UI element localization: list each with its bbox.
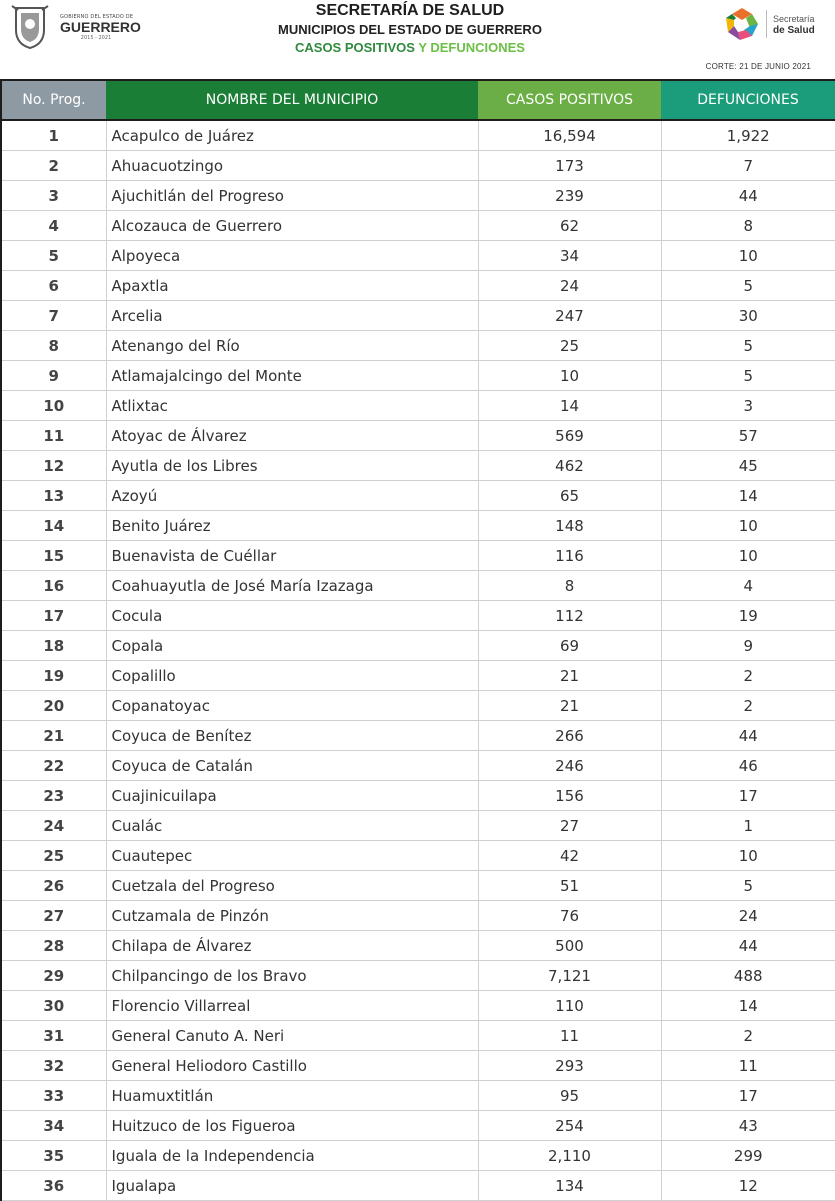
casos-positivos-value: 569 [478, 421, 661, 451]
casos-positivos-value: 42 [478, 841, 661, 871]
guerrero-government-logo [8, 4, 141, 50]
casos-positivos-value: 24 [478, 271, 661, 301]
table-row [1, 511, 835, 541]
col-header-num: No. Prog. [1, 80, 106, 120]
table-row [1, 1141, 835, 1171]
casos-positivos-value: 173 [478, 151, 661, 181]
casos-positivos-value: 116 [478, 541, 661, 571]
table-row [1, 451, 835, 481]
table-row [1, 391, 835, 421]
casos-positivos-value: 156 [478, 781, 661, 811]
defunciones-value: 10 [661, 541, 835, 571]
row-number: 21 [1, 721, 106, 751]
defunciones-value: 17 [661, 1081, 835, 1111]
defunciones-value: 8 [661, 211, 835, 241]
municipio-name: Arcelia [106, 301, 478, 331]
defunciones-value: 299 [661, 1141, 835, 1171]
row-number: 27 [1, 901, 106, 931]
casos-positivos-value: 76 [478, 901, 661, 931]
defunciones-value: 19 [661, 601, 835, 631]
table-row [1, 301, 835, 331]
defunciones-value: 14 [661, 481, 835, 511]
municipio-name: Chilapa de Álvarez [106, 931, 478, 961]
row-number: 16 [1, 571, 106, 601]
municipio-name: Acapulco de Juárez [106, 120, 478, 151]
subtitle-defunciones: Y DEFUNCIONES [418, 40, 525, 55]
table-row [1, 331, 835, 361]
municipio-name: Ajuchitlán del Progreso [106, 181, 478, 211]
defunciones-value: 7 [661, 151, 835, 181]
casos-positivos-value: 2,110 [478, 1141, 661, 1171]
report-header [0, 0, 835, 78]
page-subtitle-2 [200, 39, 620, 56]
municipio-name: Atoyac de Álvarez [106, 421, 478, 451]
defunciones-value: 5 [661, 361, 835, 391]
row-number: 30 [1, 991, 106, 1021]
row-number: 6 [1, 271, 106, 301]
casos-positivos-value: 110 [478, 991, 661, 1021]
casos-positivos-value: 266 [478, 721, 661, 751]
table-row [1, 601, 835, 631]
row-number: 9 [1, 361, 106, 391]
table-row [1, 751, 835, 781]
municipio-name: Huamuxtitlán [106, 1081, 478, 1111]
table-row [1, 841, 835, 871]
page-subtitle: MUNICIPIOS DEL ESTADO DE GUERRERO [278, 22, 542, 37]
municipio-name: Cuajinicuilapa [106, 781, 478, 811]
logo-divider [766, 10, 767, 38]
defunciones-value: 14 [661, 991, 835, 1021]
row-number: 2 [1, 151, 106, 181]
municipios-table [0, 79, 835, 1201]
casos-positivos-value: 16,594 [478, 120, 661, 151]
municipio-name: Igualapa [106, 1171, 478, 1201]
row-number: 13 [1, 481, 106, 511]
municipio-name: Cocula [106, 601, 478, 631]
defunciones-value: 10 [661, 841, 835, 871]
table-row [1, 1081, 835, 1111]
subtitle-casos: CASOS POSITIVOS [295, 40, 415, 55]
defunciones-value: 45 [661, 451, 835, 481]
salud-big-label: de Salud [773, 25, 815, 36]
table-row [1, 1171, 835, 1201]
row-number: 34 [1, 1111, 106, 1141]
table-row [1, 571, 835, 601]
row-number: 29 [1, 961, 106, 991]
municipio-name: Ayutla de los Libres [106, 451, 478, 481]
row-number: 4 [1, 211, 106, 241]
municipio-name: Alpoyeca [106, 241, 478, 271]
casos-positivos-value: 500 [478, 931, 661, 961]
defunciones-value: 3 [661, 391, 835, 421]
casos-positivos-value: 8 [478, 571, 661, 601]
defunciones-value: 2 [661, 1021, 835, 1051]
municipio-name: Apaxtla [106, 271, 478, 301]
casos-positivos-value: 34 [478, 241, 661, 271]
row-number: 1 [1, 120, 106, 151]
municipio-name: Chilpancingo de los Bravo [106, 961, 478, 991]
casos-positivos-value: 11 [478, 1021, 661, 1051]
casos-positivos-value: 293 [478, 1051, 661, 1081]
table-row [1, 421, 835, 451]
defunciones-value: 46 [661, 751, 835, 781]
municipio-name: Cualác [106, 811, 478, 841]
casos-positivos-value: 21 [478, 661, 661, 691]
defunciones-value: 43 [661, 1111, 835, 1141]
defunciones-value: 9 [661, 631, 835, 661]
defunciones-value: 44 [661, 181, 835, 211]
gov-name: GUERRERO [60, 19, 141, 35]
municipio-name: Florencio Villarreal [106, 991, 478, 1021]
gov-years: 2015 - 2021 [80, 35, 112, 41]
row-number: 5 [1, 241, 106, 271]
municipio-name: Buenavista de Cuéllar [106, 541, 478, 571]
casos-positivos-value: 65 [478, 481, 661, 511]
table-row [1, 181, 835, 211]
casos-positivos-value: 134 [478, 1171, 661, 1201]
col-header-defunciones: DEFUNCIONES [661, 80, 835, 120]
table-row [1, 361, 835, 391]
row-number: 32 [1, 1051, 106, 1081]
municipio-name: Coahuayutla de José María Izazaga [106, 571, 478, 601]
defunciones-value: 1 [661, 811, 835, 841]
table-row [1, 1021, 835, 1051]
table-row [1, 481, 835, 511]
row-number: 3 [1, 181, 106, 211]
defunciones-value: 488 [661, 961, 835, 991]
row-number: 10 [1, 391, 106, 421]
municipio-name: Cuautepec [106, 841, 478, 871]
casos-positivos-value: 10 [478, 361, 661, 391]
row-number: 22 [1, 751, 106, 781]
municipio-name: Cutzamala de Pinzón [106, 901, 478, 931]
row-number: 14 [1, 511, 106, 541]
table-row [1, 241, 835, 271]
municipio-name: Alcozauca de Guerrero [106, 211, 478, 241]
row-number: 19 [1, 661, 106, 691]
col-header-casos: CASOS POSITIVOS [478, 80, 661, 120]
table-row [1, 871, 835, 901]
table-row [1, 721, 835, 751]
table-row [1, 1111, 835, 1141]
municipio-name: Copala [106, 631, 478, 661]
casos-positivos-value: 247 [478, 301, 661, 331]
table-row [1, 1051, 835, 1081]
municipio-name: Huitzuco de los Figueroa [106, 1111, 478, 1141]
casos-positivos-value: 7,121 [478, 961, 661, 991]
table-row [1, 691, 835, 721]
table-row [1, 541, 835, 571]
municipio-name: Coyuca de Benítez [106, 721, 478, 751]
defunciones-value: 57 [661, 421, 835, 451]
municipio-name: Coyuca de Catalán [106, 751, 478, 781]
row-number: 15 [1, 541, 106, 571]
casos-positivos-value: 462 [478, 451, 661, 481]
table-row [1, 991, 835, 1021]
defunciones-value: 5 [661, 271, 835, 301]
municipio-name: Iguala de la Independencia [106, 1141, 478, 1171]
table-body [1, 120, 835, 1201]
defunciones-value: 10 [661, 241, 835, 271]
gov-small-label: GOBIERNO DEL ESTADO DE [60, 14, 134, 20]
table-row [1, 781, 835, 811]
defunciones-value: 5 [661, 331, 835, 361]
table-row [1, 961, 835, 991]
cutoff-date: CORTE: 21 DE JUNIO 2021 [705, 62, 811, 71]
secretaria-salud-logo [722, 4, 832, 46]
row-number: 18 [1, 631, 106, 661]
casos-positivos-value: 62 [478, 211, 661, 241]
casos-positivos-value: 27 [478, 811, 661, 841]
municipio-name: Benito Juárez [106, 511, 478, 541]
row-number: 12 [1, 451, 106, 481]
salud-small-label: Secretaría [773, 14, 815, 24]
municipio-name: General Heliodoro Castillo [106, 1051, 478, 1081]
table-header-row [1, 80, 835, 120]
municipio-name: Copalillo [106, 661, 478, 691]
municipio-name: Copanatoyac [106, 691, 478, 721]
row-number: 20 [1, 691, 106, 721]
casos-positivos-value: 112 [478, 601, 661, 631]
casos-positivos-value: 14 [478, 391, 661, 421]
municipio-name: Atlixtac [106, 391, 478, 421]
row-number: 31 [1, 1021, 106, 1051]
defunciones-value: 2 [661, 661, 835, 691]
row-number: 25 [1, 841, 106, 871]
salud-emblem-icon [722, 4, 762, 44]
casos-positivos-value: 239 [478, 181, 661, 211]
table-row [1, 151, 835, 181]
row-number: 23 [1, 781, 106, 811]
row-number: 36 [1, 1171, 106, 1201]
municipio-name: General Canuto A. Neri [106, 1021, 478, 1051]
municipio-name: Ahuacuotzingo [106, 151, 478, 181]
municipio-name: Atenango del Río [106, 331, 478, 361]
table-row [1, 661, 835, 691]
casos-positivos-value: 246 [478, 751, 661, 781]
row-number: 33 [1, 1081, 106, 1111]
row-number: 24 [1, 811, 106, 841]
defunciones-value: 10 [661, 511, 835, 541]
row-number: 7 [1, 301, 106, 331]
defunciones-value: 30 [661, 301, 835, 331]
row-number: 17 [1, 601, 106, 631]
defunciones-value: 17 [661, 781, 835, 811]
state-seal-icon [8, 4, 52, 50]
table-row [1, 120, 835, 151]
row-number: 11 [1, 421, 106, 451]
page-title: SECRETARÍA DE SALUD [315, 2, 505, 19]
table-row [1, 931, 835, 961]
row-number: 35 [1, 1141, 106, 1171]
defunciones-value: 2 [661, 691, 835, 721]
defunciones-value: 24 [661, 901, 835, 931]
defunciones-value: 44 [661, 721, 835, 751]
casos-positivos-value: 148 [478, 511, 661, 541]
col-header-municipio: NOMBRE DEL MUNICIPIO [106, 80, 478, 120]
row-number: 28 [1, 931, 106, 961]
table-row [1, 631, 835, 661]
defunciones-value: 12 [661, 1171, 835, 1201]
defunciones-value: 1,922 [661, 120, 835, 151]
table-row [1, 211, 835, 241]
row-number: 26 [1, 871, 106, 901]
row-number: 8 [1, 331, 106, 361]
defunciones-value: 44 [661, 931, 835, 961]
casos-positivos-value: 51 [478, 871, 661, 901]
casos-positivos-value: 25 [478, 331, 661, 361]
municipio-name: Azoyú [106, 481, 478, 511]
casos-positivos-value: 69 [478, 631, 661, 661]
municipio-name: Cuetzala del Progreso [106, 871, 478, 901]
table-row [1, 811, 835, 841]
table-row [1, 271, 835, 301]
casos-positivos-value: 21 [478, 691, 661, 721]
casos-positivos-value: 95 [478, 1081, 661, 1111]
casos-positivos-value: 254 [478, 1111, 661, 1141]
municipio-name: Atlamajalcingo del Monte [106, 361, 478, 391]
defunciones-value: 4 [661, 571, 835, 601]
defunciones-value: 11 [661, 1051, 835, 1081]
title-block [200, 0, 620, 56]
defunciones-value: 5 [661, 871, 835, 901]
table-row [1, 901, 835, 931]
